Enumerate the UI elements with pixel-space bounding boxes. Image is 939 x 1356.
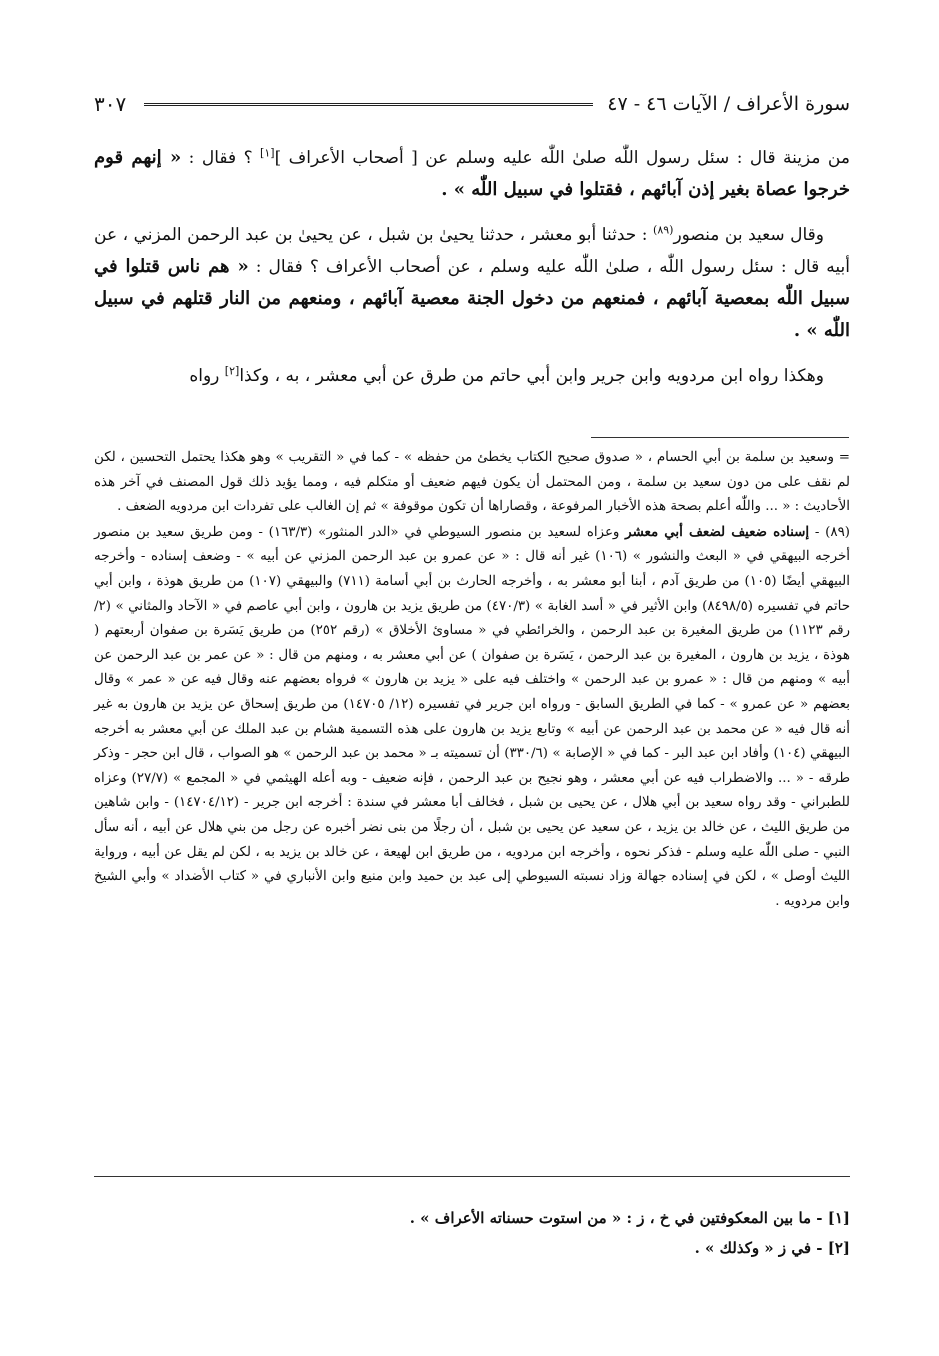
variant-ref-2: [٢]	[224, 364, 240, 378]
surah-title: سورة الأعراف / الآيات ٤٦ - ٤٧	[607, 93, 850, 115]
footnote-89	[94, 520, 850, 915]
footnote-separator	[591, 437, 849, 438]
running-header	[94, 84, 850, 124]
variants-separator	[94, 1176, 850, 1177]
variant-note-2: [٢] - في ز « وكذلك » .	[694, 1239, 850, 1257]
footnotes	[94, 446, 850, 914]
footnote-continued: = وسعيد بن سلمة بن أبي الحسام ، « صدوق صحيح الكتاب يخطئ من حفظه » - كما في « التقريب » وهو هكذا يحتمل التحسين ، لكن لم نقف على من دون سعيد بن سلمة ، ومن المحتمل أن يكون فيهم ضعيف أو متكلم فيه ، ومما يؤيد ذلك قول المصنف في آخر هذه الأحاديث : « ... واللّٰه أعلم بصحة هذه الأخبار المرفوعة ، وقصاراها أن تكون موقوفة » ثم إن الغالب على تفردات ابن مردويه الضعف .	[94, 450, 850, 515]
paragraph-2	[94, 220, 850, 347]
main-text	[94, 142, 850, 406]
paragraph-3-text: وهكذا رواه ابن مردويه وابن جرير وابن أبي حاتم من طرق عن أبي معشر ، به ، وكذا	[239, 366, 824, 386]
paragraph-3-text-2: رواه	[189, 366, 225, 386]
manuscript-variants	[94, 1203, 850, 1263]
paragraph-2-text-2: : حدثنا أبو معشر ، حدثنا يحيىٰ بن شبل ، عن يحيىٰ بن عبد الرحمن المزني ، عن أبيه قال : سئل رسول اللّٰه ، صلىٰ اللّٰه عليه وسلم ، عن أصحاب الأعراف ؟ فقال :	[94, 225, 850, 277]
footnote-89-verdict: إسناده ضعيف لضعف أبي معشر	[625, 523, 810, 540]
hadith-quote-1: « إنهم قوم خرجوا عصاة بغير إذن آبائهم ، فقتلوا في سبيل اللّٰه » .	[94, 147, 850, 200]
paragraph-3	[94, 361, 850, 392]
page-number: ٣٠٧	[94, 92, 127, 116]
paragraph-1-text-2: ؟ فقال :	[181, 148, 261, 168]
footnote-89-number: (٨٩) -	[809, 524, 850, 540]
header-rule	[144, 103, 593, 106]
paragraph-1	[94, 142, 850, 206]
footnote-89-text: وعزاه لسعيد بن منصور السيوطي في «الدر المنثور» (١٦٣/٣) - ومن طريق سعيد بن منصور أخرجه البيهقي في « البعث والنشور » (١٠٦) غير أنه قال : « عن عمرو بن عبد الرحمن المزني عن أبيه » - وضعف إسناده - وأخرجه البيهقي أيضًا (١٠٥) من طريق آدم ، أبنا أبو معشر به ، وأخرجه الحارث بن أبي أسامة (٧١١) والبيهقي (١٠٧) من طريق هوذة ، وابن أبي حاتم في تفسيره (٨٤٩٨/٥) وابن الأثير في « أسد الغابة » (٤٧٠/٣) من طريق يزيد بن هارون ، وابن أبي عاصم في « الآحاد والمثاني » (٢/رقم ١١٢٣) من طريق المغيرة بن عبد الرحمن ، والخرائطي في « مساوئ الأخلاق » (رقم ٢٥٢) من طريق يَسَرة بن صفوان أربعتهم ( هوذة ، يزيد بن هارون ، المغيرة بن عبد الرحمن ، يَسَرة بن صفوان ) عن أبي معشر به ، ومنهم من قال : « عن عمر بن عبد الرحمن عن أبيه » ومنهم من قال : « عمرو بن عبد الرحمن » واختلف فيه على « يزيد بن هارون » فرواه بعضهم عنه وقال فيه عن « عمر » وقال بعضهم « عن عمرو » - كما في الطريق السابق - ورواه ابن جرير في تفسيره (١٢/ ١٤٧٠٥) من طريق إسحاق عن يزيد بن هارون به غير أنه قال فيه « عن محمد بن عبد الرحمن عن أبيه » وتابع يزيد بن هارون على هذه التسمية هشام بن عبد الملك عن أبي معشر به أخرجه البيهقي (١٠٤) وأفاد ابن عبد البر - كما في « الإصابة » (٣٣٠/٦) أن تسميته بـ « محمد بن عبد الرحمن » هو الصواب ، قال ابن حجر - وذكر طرقه - « ... والاضطراب فيه عن أبي معشر ، وهو نجيح بن عبد الرحمن ، فإنه ضعيف - وبه أعله الهيثمي في « المجمع » (٢٧/٧) وعزاه للطبراني - وقد رواه سعيد بن أبي هلال ، عن يحيى بن شبل ، فخالف أبا معشر في سندة : أخرجه ابن جرير - (١٤٧٠٤/١٢) - وابن شاهين من طريق الليث ، عن خالد بن يزيد ، عن سعيد عن يحيى بن شبل ، أن رجلًا من بنى نضر أخبره عن رجل من بني هلال عن أبيه ، أنه سأل النبي - صلى اللّٰه عليه وسلم - فذكر نحوه ، وأخرجه ابن مردويه ، من طريق ابن لهيعة ، عن خالد بن يزيد به ، لكن لم يقل عن أبيه ، ورواية الليث أوصل » ، لكن في إسناده جهالة وزاد نسبته السيوطي إلى عبد بن حميد وابن منيع وابن الأنباري في « كتاب الأضداد » وأبي الشيخ وابن مردويه .	[94, 524, 851, 909]
paragraph-2-text: وقال سعيد بن منصور	[673, 225, 824, 245]
variant-ref-1: [١]	[260, 146, 275, 160]
variant-note-1: [١] - ما بين المعكوفتين في خ ، ز : « من استوت حسناته الأعراف » .	[409, 1209, 850, 1227]
hadith-quote-2: « هم ناس قتلوا في سبيل اللّٰه بمعصية آبائهم ، فمنعهم من دخول الجنة معصية آبائهم ، ومنعهم من النار قتلهم في سبيل اللّٰه » .	[94, 256, 850, 341]
paragraph-1-text: من مزينة قال : سئل رسول اللّٰه صلىٰ اللّٰه عليه وسلم عن [ أصحاب الأعراف ]	[274, 148, 850, 168]
footnote-ref-89: (٨٩)	[653, 223, 674, 237]
